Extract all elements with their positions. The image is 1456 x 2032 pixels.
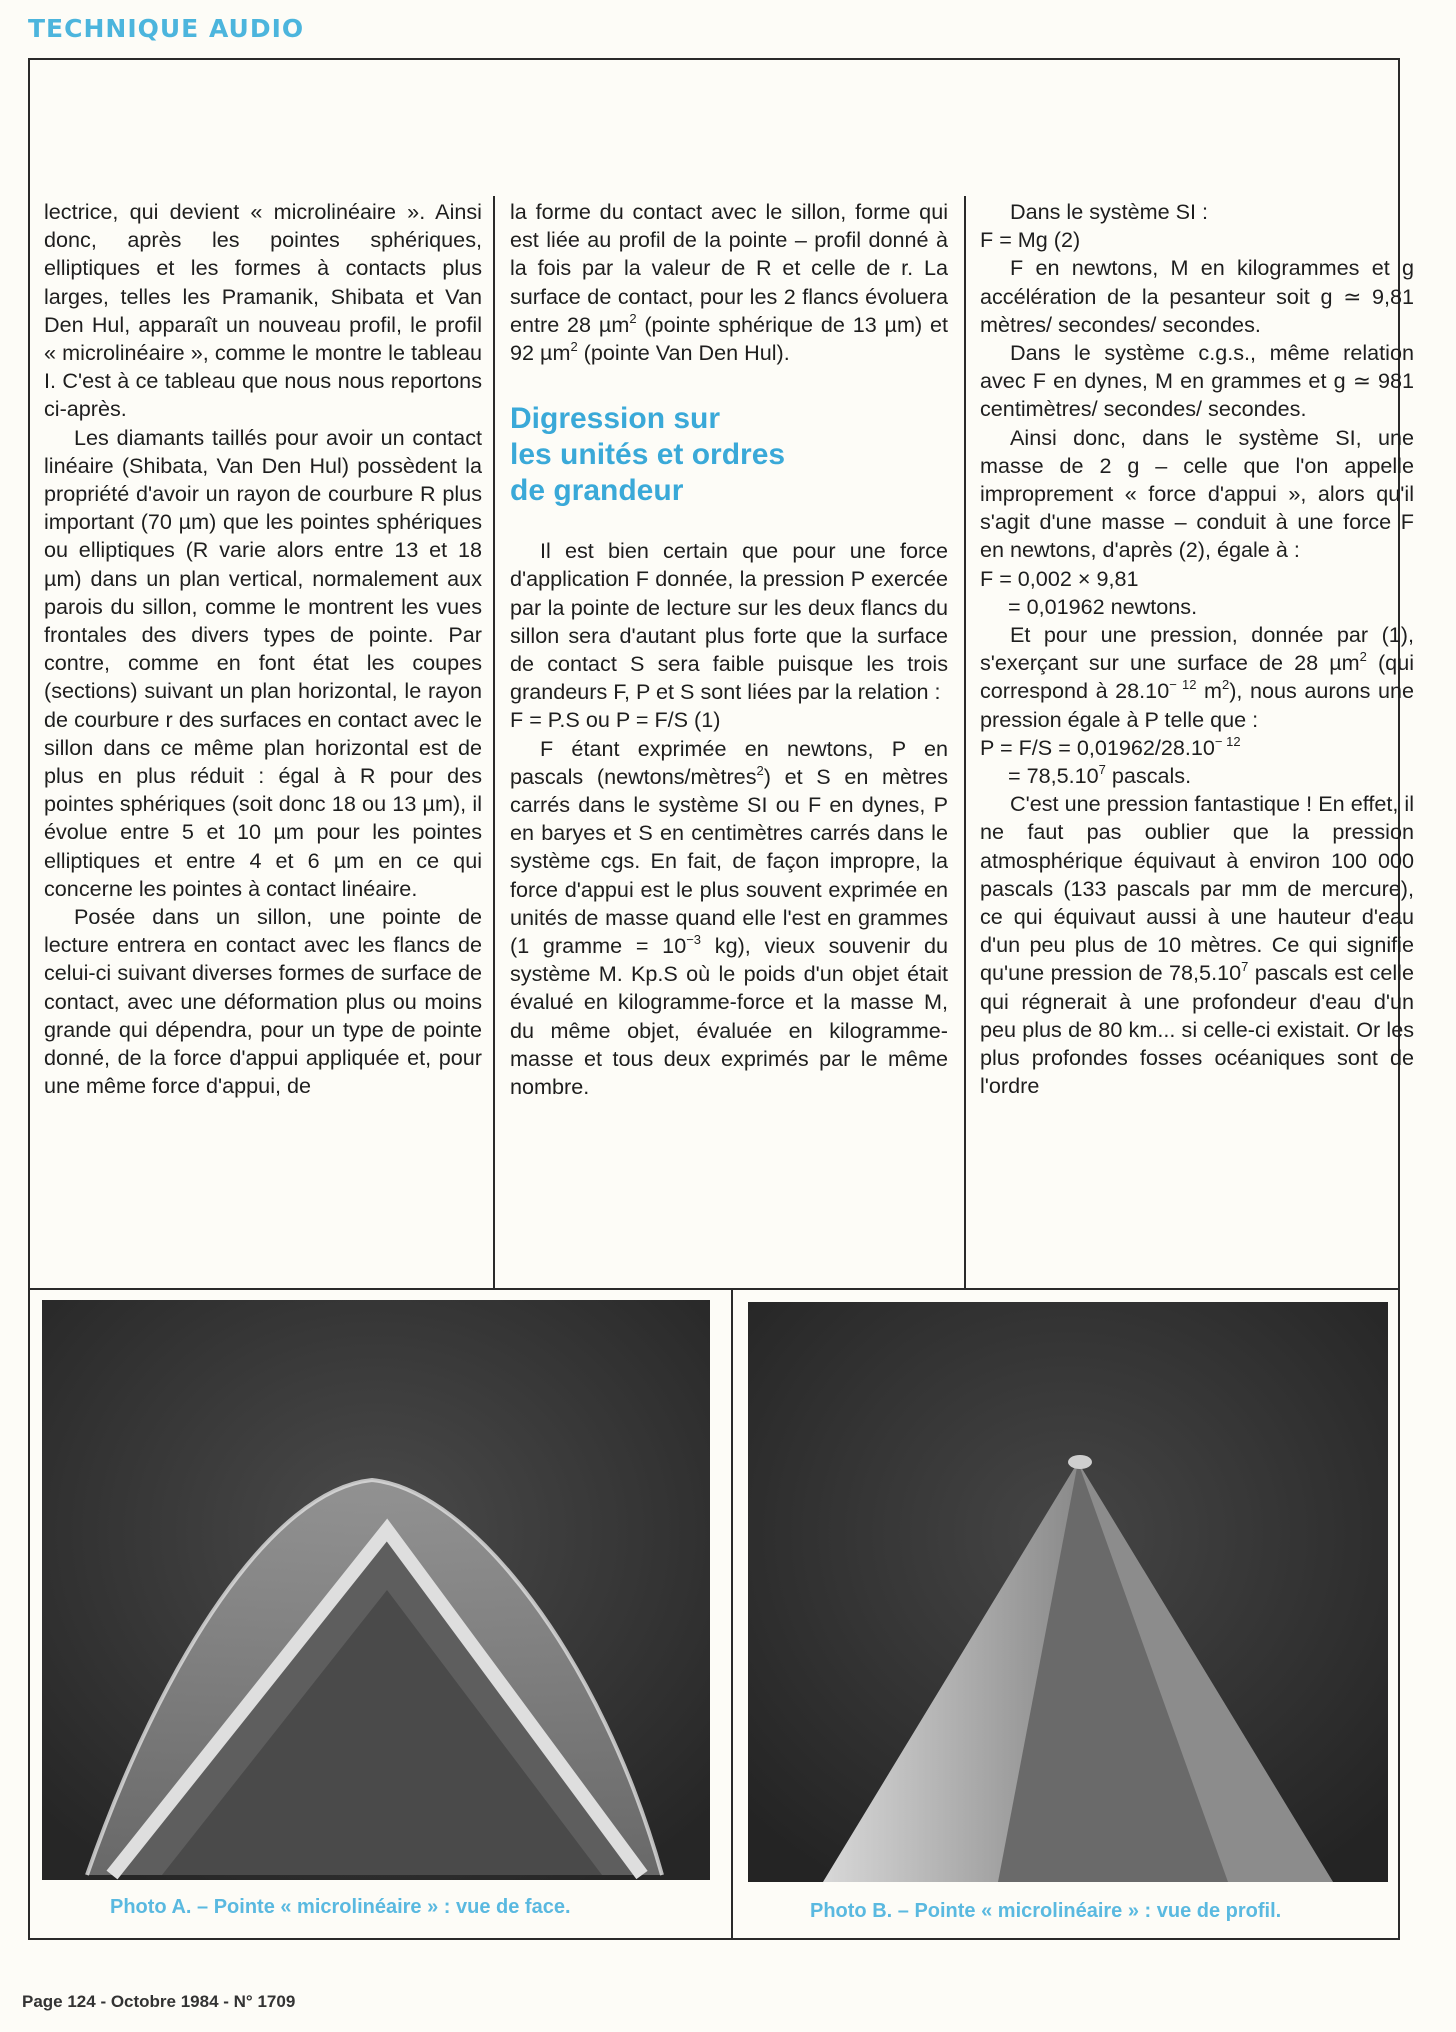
stylus-front-view-image [42,1300,710,1880]
equation: = 0,01962 newtons. [1008,593,1198,619]
article-column-3 [980,198,1414,1101]
photo-a [42,1300,710,1880]
equation: = $78,5.10^7$ pascals. [1008,762,1192,789]
paragraph: Ainsi donc, dans le système SI, une masse de 2 g – celle que l'on appelle improprement « force d'appui », alors qu'il s'agit d'une masse – conduit à une force F en newtons, d'après (2), égale à : [980,424,1414,563]
equation: $P = F/S = 0,01962/28.10^{- 12}$ [980,733,1241,760]
equation: F = 0,002 × 9,81 [980,565,1139,591]
paragraph: Dans le système SI : [1010,199,1209,224]
column-divider-1 [493,196,495,1288]
paragraph: Il est bien certain que pour une force d'application F donnée, la pression P exercée par la pointe de lecture sur les deux flancs du sillon sera d'autant plus forte que la surface de contact S sera faible puisque les trois grandeurs F, P et S sont liées par la relation : [510,538,948,705]
paragraph: C'est une pression fantastique ! En effet, il ne faut pas oublier que la pression atmosphérique équivaut à environ 100 000 pascals (133 pascals par mm de mercure), ce qui équivaut aussi à une hauteur d'eau d'un peu plus de 10 mètres. Ce qui signifie qu'une pression de 78,5.10$^7$ pascals est celle qui régnerait à une profondeur d'eau d'un peu plus de 80 km... si celle-ci existait. Or les plus profondes fosses océaniques sont de l'ordre [980,791,1414,1099]
photo-b-caption: Photo B. – Pointe « microlinéaire » : vue de profil. [810,1900,1282,1922]
photo-a-caption: Photo A. – Pointe « microlinéaire » : vue de face. [110,1896,571,1918]
paragraph: lectrice, qui devient « microlinéaire ». Ainsi donc, après les pointes sphériques, elliptiques et les formes à contacts plus larges, telles les Pramanik, Shibata et Van Den Hul, apparaît un nouveau profil, le profil « microlinéaire », comme le montre le tableau I. C'est à ce tableau que nous nous reportons ci-après. [44,199,482,422]
column-divider-2 [964,196,966,1288]
equation: F = P.S ou P = F/S (1) [510,707,721,733]
article-column-1 [44,198,482,1101]
section-subheading: Digression sur les unités et ordres de grandeur [510,402,786,508]
stylus-profile-view-image [748,1302,1388,1882]
paragraph: la forme du contact avec le sillon, forme qui est liée au profil de la pointe – profil donné à la fois par la valeur de R et celle de r. La surface de contact, pour les 2 flancs évoluera entre 28 µm$^2$ (pointe sphérique de 13 µm) et 92 µm$^2$ (pointe Van Den Hul). [510,199,948,366]
photo-divider [731,1290,733,1940]
paragraph: Et pour une pression, donnée par (1), s'exerçant sur une surface de 28 µm$^2$ (qui correspond à $28.10^{- 12}$ $m^2$), nous aurons une pression égale à P telle que : [980,622,1414,732]
paragraph: F en newtons, M en kilogrammes et g accélération de la pesanteur soit g ≃ 9,81 mètres/ secondes/ secondes. [980,255,1414,337]
equation: F = Mg (2) [980,227,1081,253]
section-header: TECHNIQUE AUDIO [28,14,305,43]
paragraph: Posée dans un sillon, une pointe de lecture entrera en contact avec les flancs de celui-ci suivant diverses formes de surface de contact, avec une déformation plus ou moins grande qui dépendra, pour un type de pointe donné, de la force d'appui appliquée et, pour une même force d'appui, de [44,904,482,1099]
paragraph: Les diamants taillés pour avoir un contact linéaire (Shibata, Van Den Hul) possèdent la propriété d'avoir un rayon de courbure R plus important (70 µm) que les pointes sphériques ou elliptiques (R varie alors entre 13 et 18 µm) dans un plan vertical, normalement aux parois du sillon, comme le montrent les vues frontales des divers types de pointe. Par contre, comme en font état les coupes (sections) suivant un plan horizontal, le rayon de courbure r des surfaces en contact avec le sillon dans ce même plan horizontal est de plus en plus réduit : égal à R pour des pointes sphériques (soit donc 18 ou 13 µm), il évolue entre 5 et 10 µm pour les pointes elliptiques et entre 4 et 6 µm en ce qui concerne les pointes à contact linéaire. [44,424,482,901]
page-footer: Page 124 - Octobre 1984 - N° 1709 [22,1992,296,2011]
paragraph: Dans le système c.g.s., même relation avec F en dynes, M en grammes et g ≃ 981 centimètres/ secondes/ secondes. [980,340,1414,422]
photo-b [748,1302,1388,1882]
paragraph: F étant exprimée en newtons, P en pascals (newtons/mètres$^2$) et S en mètres carrés dans le système SI ou F en dynes, P en baryes et S en centimètres carrés dans le système cgs. En fait, de façon impropre, la force d'appui est le plus souvent exprimée en unités de masse quand elle l'est en grammes (1 gramme = $10^{-3}$ kg), vieux souvenir du système M. Kp.S où le poids d'un objet était évalué en kilogramme-force et la masse M, du même objet, évaluée en kilogramme-masse et tous deux exprimés par le même nombre. [510,735,949,1100]
article-column-2 [510,198,948,1101]
